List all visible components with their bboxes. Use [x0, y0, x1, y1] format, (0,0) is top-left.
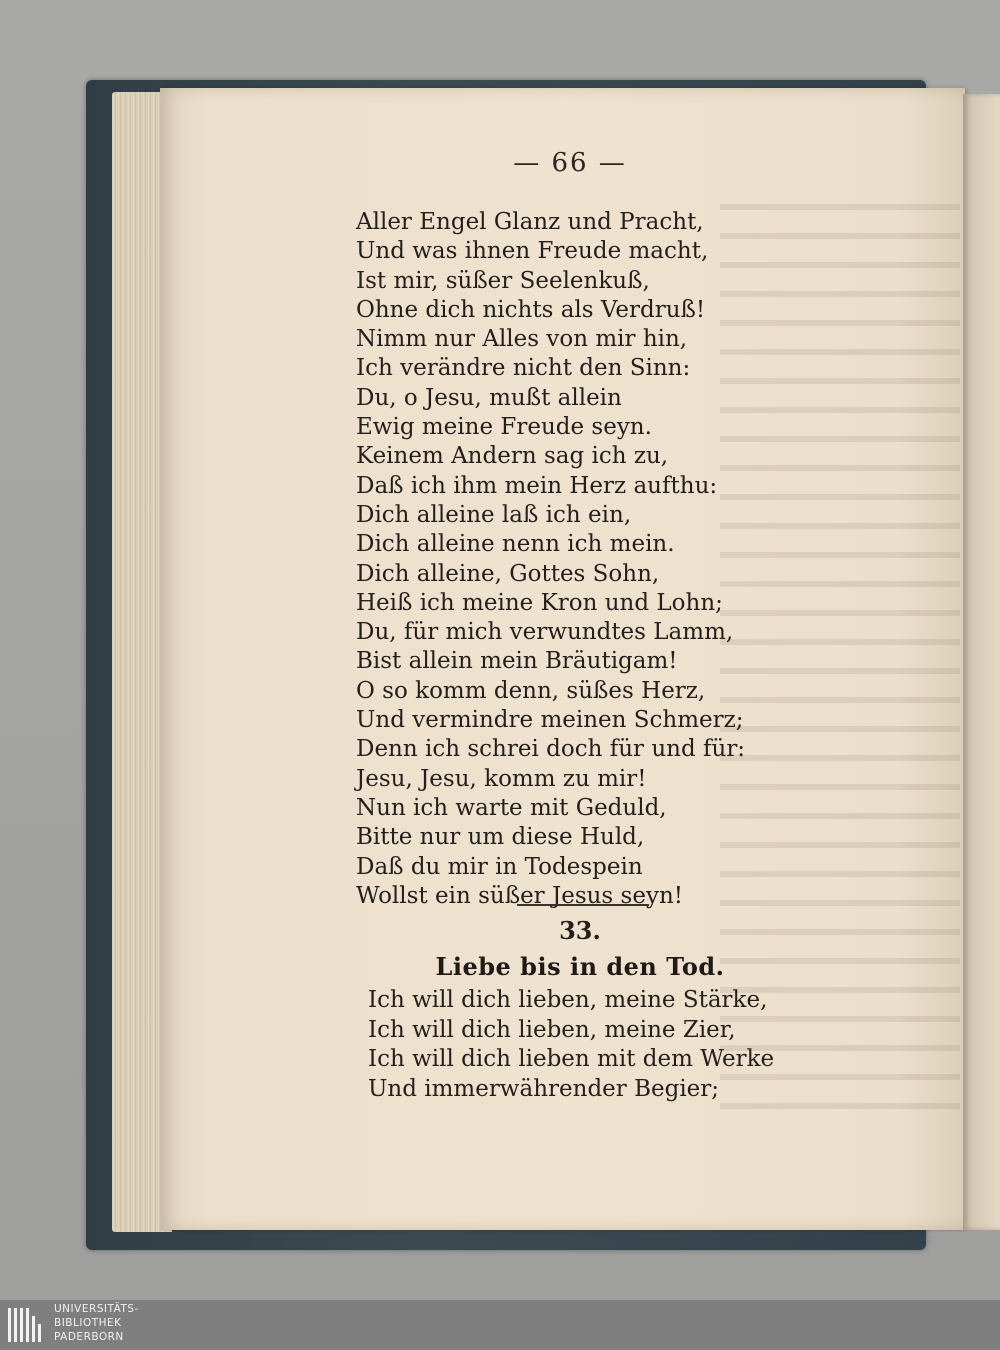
poem-line: Daß du mir in Todespein	[356, 853, 643, 880]
hymn-number: 33.	[559, 916, 601, 945]
poem-line: O so komm denn, süßes Herz,	[356, 677, 706, 704]
poem-line: Ich verändre nicht den Sinn:	[356, 355, 691, 382]
poem-line: Und vermindre meinen Schmerz;	[356, 707, 744, 734]
hymn-line: Ich will dich lieben, meine Stärke,	[368, 987, 768, 1013]
hymn-text	[368, 986, 828, 1104]
poem-line: Aller Engel Glanz und Pracht,	[356, 209, 704, 235]
library-logo-icon	[6, 1304, 46, 1346]
poem-line: Nimm nur Alles von mir hin,	[356, 326, 688, 353]
hymn-line: Ich will dich lieben, meine Zier,	[368, 1016, 736, 1043]
poem-text	[356, 208, 836, 911]
poem-line: Wollst ein süßer Jesus seyn!	[356, 882, 684, 909]
poem-line: Ohne dich nichts als Verdruß!	[356, 296, 706, 323]
hymn-line: Und immerwährender Begier;	[368, 1075, 720, 1102]
poem-line: Bist allein mein Bräutigam!	[356, 648, 678, 675]
poem-line: Bitte nur um diese Huld,	[356, 824, 645, 851]
footer-bar	[0, 1300, 1000, 1350]
poem-line: Daß ich ihm mein Herz aufthu:	[356, 472, 718, 499]
poem-line: Du, o Jesu, mußt allein	[356, 384, 622, 411]
poem-line: Dich alleine laß ich ein,	[356, 501, 632, 528]
poem-line: Dich alleine nenn ich mein.	[356, 531, 675, 558]
poem-line: Jesu, Jesu, komm zu mir!	[356, 765, 647, 792]
poem-line: Ewig meine Freude seyn.	[356, 414, 652, 441]
facing-page-edge	[963, 94, 1000, 1230]
poem-line: Dich alleine, Gottes Sohn,	[356, 560, 660, 587]
poem-line: Ist mir, süßer Seelenkuß,	[356, 267, 650, 294]
page-number: — 66 —	[513, 148, 627, 178]
logo-line: UNIVERSITÄTS-	[54, 1303, 139, 1315]
poem-line: Du, für mich verwundtes Lamm,	[356, 619, 734, 646]
hymn-title: Liebe bis in den Tod.	[435, 952, 725, 981]
poem-line: Denn ich schrei doch für und für:	[356, 736, 746, 763]
poem-line: Keinem Andern sag ich zu,	[356, 443, 669, 470]
poem-line: Nun ich warte mit Geduld,	[356, 794, 667, 821]
logo-line: BIBLIOTHEK	[54, 1317, 122, 1329]
hymn-line: Ich will dich lieben mit dem Werke	[368, 1046, 775, 1072]
poem-line: Heiß ich meine Kron und Lohn;	[356, 589, 723, 616]
section-divider	[517, 904, 649, 906]
logo-line: PADERBORN	[54, 1331, 124, 1343]
poem-line: Und was ihnen Freude macht,	[356, 238, 709, 265]
library-logo-text	[54, 1302, 139, 1344]
